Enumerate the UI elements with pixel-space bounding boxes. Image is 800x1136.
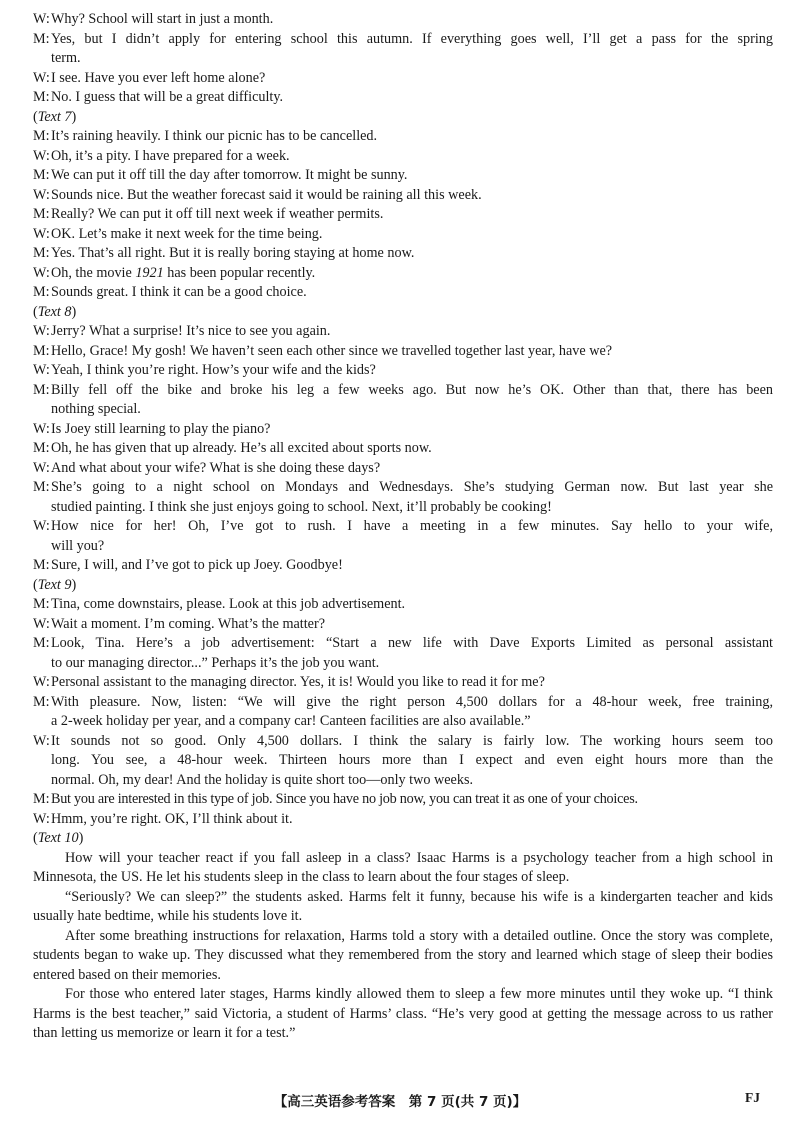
line-text: It sounds not so good. Only 4,500 dollars. I think the salary is fairly low. The working hours seem too [51,732,773,749]
line-text: normal. Oh, my dear! And the holiday is quite short too—only two weeks. [51,771,474,788]
line-text: studied painting. I think she just enjoys going to school. Next, it’ll probably be cooking! [51,498,552,515]
line-text: term. [51,50,81,66]
speaker-label: W: [33,225,50,242]
speaker-label: M: [33,381,50,398]
dialogue-line [33,517,773,537]
speaker-label: M: [33,479,50,495]
speaker-label: W: [33,147,50,164]
speaker-label: W: [33,69,50,86]
line-text: She’s going to a night school on Mondays and Wednesdays. She’s studying German now. But last year she [51,479,773,495]
speaker-label: M: [33,342,50,359]
dialogue-line [33,69,773,89]
line-text: How nice for her! Oh, I’ve got to rush. I have a meeting in a few minutes. Say hello to your wife, [51,518,773,534]
dialogue-line-continued [33,400,773,420]
speaker-label: M: [33,635,50,651]
dialogue-line [33,166,773,186]
dialogue-line [33,264,773,284]
line-text: Look, Tina. Here’s a job advertisement: “Start a new life with Dave Exports Limited as personal assistant [51,635,773,651]
line-text: Really? We can put it off till next week if weather permits. [51,206,384,222]
dialogue-line [33,439,773,459]
line-text: Yes, but I didn’t apply for entering school this autumn. If everything goes well, I’ll get a pass for the spring [51,30,773,47]
dialogue-line [33,634,773,654]
line-text: We can put it off till the day after tomorrow. It might be sunny. [51,167,408,183]
speaker-label: M: [33,128,50,144]
passage-paragraph: For those who entered later stages, Harms kindly allowed them to sleep a few more minutes until they woke up. “I think Harms is the best teacher,” said Victoria, a student of Harms’ class. “He’s very good at getting the message across to us rather than letting us memorize or learn it for a test.” [33,986,773,1041]
dialogue-line [33,283,773,303]
line-text: Billy fell off the bike and broke his leg a few weeks ago. But now he’s OK. Other than that, there has been [51,381,773,398]
dialogue-line [33,673,773,693]
dialogue-line [33,10,773,30]
line-text: Jerry? What a surprise! It’s nice to see you again. [51,323,331,339]
speaker-label: W: [33,615,50,632]
line-text: OK. Let’s make it next week for the time being. [51,225,323,242]
dialogue-line-continued [33,654,773,674]
passage-paragraph: How will your teacher react if you fall asleep in a class? Isaac Harms is a psychology teacher from a high school in Minnesota, the US. He let his students sleep in the class to learn about the four stages of sleep. [33,849,773,885]
line-text: Wait a moment. I’m coming. What’s the matter? [51,615,325,632]
dialogue-line-continued [33,712,773,732]
dialogue-line [33,381,773,401]
line-text: And what about your wife? What is she doing these days? [51,459,381,476]
dialogue-line [33,342,773,362]
dialogue-line [33,186,773,206]
speaker-label: M: [33,89,50,105]
dialogue-line [33,147,773,167]
speaker-label: W: [33,674,50,690]
line-text: Personal assistant to the managing director. Yes, it is! Would you like to read it for me? [51,674,545,690]
speaker-label: M: [33,440,50,456]
line-text: But you are interested in this type of job. Since you have no job now, you can treat it as one of your choices. [51,791,638,807]
line-text: Sure, I will, and I’ve got to pick up Joey. Goodbye! [51,557,343,573]
speaker-label: M: [33,167,50,183]
line-text: With pleasure. Now, listen: “We will give the right person 4,500 dollars for a 48-hour week, free training, [51,693,773,710]
line-text: Oh, it’s a pity. I have prepared for a week. [51,147,290,164]
dialogue-line [33,810,773,830]
speaker-label: W: [33,362,50,378]
line-text: nothing special. [51,401,141,417]
dialogue-line [33,693,773,713]
dialogue-line-continued [33,49,773,69]
section-heading-text10: (Text 10) [33,830,84,846]
dialogue-line [33,459,773,479]
dialogue-line-continued [33,751,773,771]
line-text: long. You see, a 48-hour week. Thirteen hours more than I expect and even eight hours more than the [51,752,773,768]
line-text: Sounds nice. But the weather forecast said it would be raining all this week. [51,186,482,203]
section-heading-text9: (Text 9) [33,576,77,593]
footer-code: FJ [745,1090,760,1105]
line-text: Oh, the movie 1921 has been popular recently. [51,264,316,281]
page-footer [0,1090,800,1114]
dialogue-line-continued [33,537,773,557]
document-body [33,10,773,1044]
dialogue-line [33,322,773,342]
dialogue-line [33,225,773,245]
speaker-label: M: [33,245,50,261]
speaker-label: W: [33,11,50,27]
speaker-label: M: [33,557,50,573]
line-text: Is Joey still learning to play the piano? [51,420,271,437]
footer-title: 【高三英语参考答案 第 7 页(共 7 页)】 [273,1094,527,1110]
dialogue-line [33,478,773,498]
speaker-label: M: [33,284,50,300]
line-text: I see. Have you ever left home alone? [51,69,266,86]
line-text: Yes. That’s all right. But it is really boring staying at home now. [51,245,415,261]
line-text: to our managing director...” Perhaps it’s the job you want. [51,654,380,671]
line-text: Hmm, you’re right. OK, I’ll think about it. [51,810,293,827]
speaker-label: W: [33,264,50,281]
dialogue-line [33,361,773,381]
dialogue-line-continued [33,498,773,518]
line-text: a 2-week holiday per year, and a company car! Canteen facilities are also available.” [51,713,531,729]
line-text: Why? School will start in just a month. [51,11,274,27]
dialogue-line [33,244,773,264]
speaker-label: W: [33,732,50,749]
dialogue-line [33,556,773,576]
line-text: Oh, he has given that up already. He’s all excited about sports now. [51,440,432,456]
dialogue-line [33,595,773,615]
dialogue-line [33,88,773,108]
dialogue-line [33,30,773,50]
speaker-label: W: [33,810,50,827]
line-text: Sounds great. I think it can be a good choice. [51,284,307,300]
movie-title: 1921 [135,264,164,281]
passage-paragraph: “Seriously? We can sleep?” the students asked. Harms felt it funny, because his wife is a kindergarten teacher and kids usually hate bedtime, while his students love it. [33,888,773,924]
speaker-label: M: [33,206,50,222]
speaker-label: W: [33,518,50,534]
speaker-label: W: [33,323,50,339]
dialogue-line-continued [33,771,773,791]
line-text: Hello, Grace! My gosh! We haven’t seen each other since we travelled together last year, have we? [51,342,613,359]
line-text: No. I guess that will be a great difficulty. [51,89,284,105]
speaker-label: M: [33,596,50,612]
passage-paragraph: After some breathing instructions for relaxation, Harms told a story with a detailed outline. Once the story was complete, students began to wake up. They discussed what they remembered from the story and learned which stage of sleep their bodies entered based on their memories. [33,927,773,983]
dialogue-line [33,732,773,752]
speaker-label: M: [33,30,50,47]
line-text: will you? [51,537,105,554]
speaker-label: M: [33,791,50,807]
section-heading-text7: (Text 7) [33,108,77,125]
dialogue-line [33,790,773,810]
speaker-label: W: [33,186,50,203]
section-heading-text8: (Text 8) [33,303,77,320]
speaker-label: W: [33,420,50,437]
speaker-label: W: [33,459,50,476]
line-text: Yeah, I think you’re right. How’s your wife and the kids? [51,362,376,378]
speaker-label: M: [33,693,50,710]
dialogue-line [33,127,773,147]
line-text: It’s raining heavily. I think our picnic has to be cancelled. [51,128,378,144]
line-text: Tina, come downstairs, please. Look at this job advertisement. [51,596,406,612]
dialogue-line [33,420,773,440]
dialogue-line [33,615,773,635]
dialogue-line [33,205,773,225]
